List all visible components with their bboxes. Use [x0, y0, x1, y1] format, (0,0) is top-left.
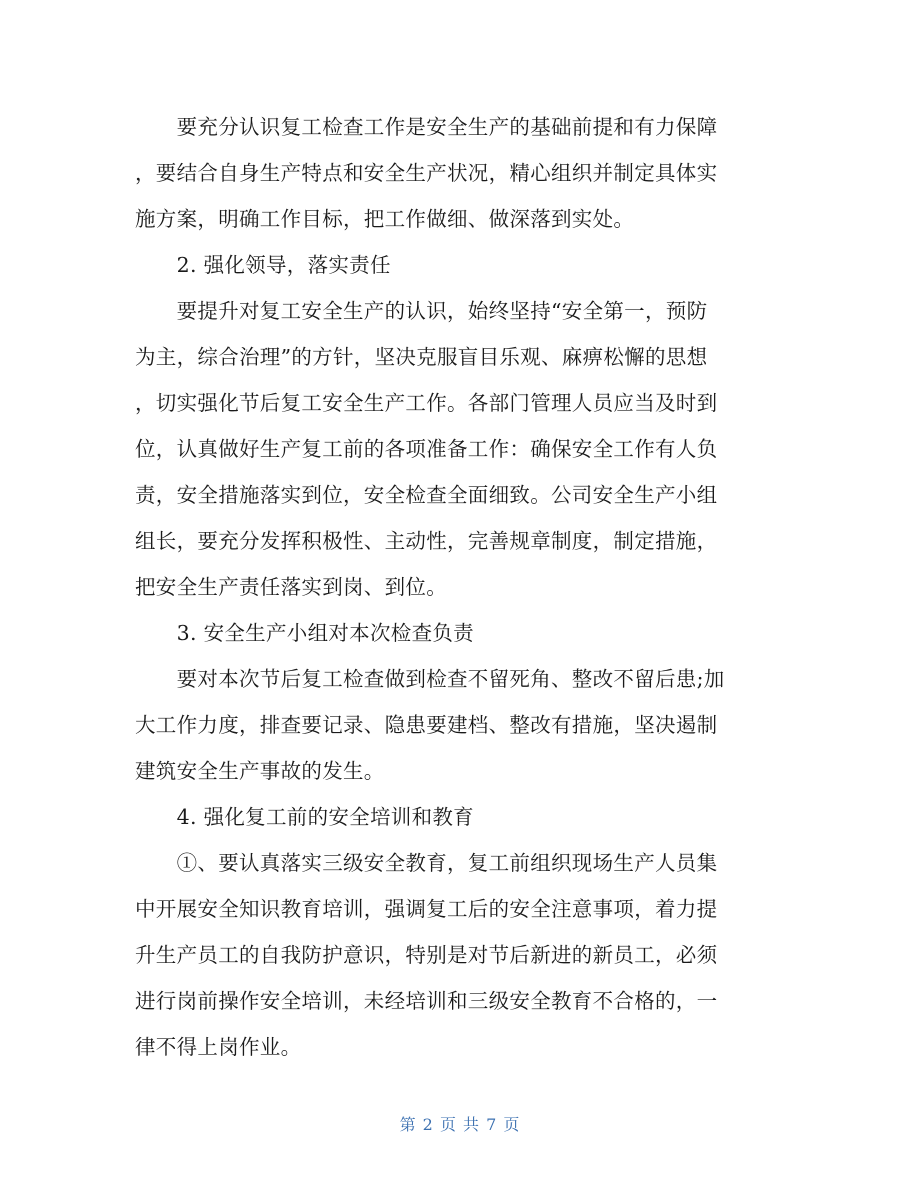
page-number-footer: 第 2 页 共 7 页 [399, 1115, 521, 1134]
section-heading-4: 4. 强化复工前的安全培训和教育 [135, 805, 474, 829]
section-heading-2: 2. 强化领导，落实责任 [135, 253, 391, 277]
text-line: 位，认真做好生产复工前的各项准备工作：确保安全工作有人负 [135, 437, 718, 461]
text-line: ，切实强化节后复工安全生产工作。各部门管理人员应当及时到 [135, 391, 718, 415]
text-line: 责，安全措施落实到位，安全检查全面细致。公司安全生产小组 [135, 483, 718, 507]
text-line: 律不得上岗作业。 [135, 1035, 302, 1059]
body-text [135, 104, 775, 1070]
text-line: 施方案，明确工作目标，把工作做细、做深落到实处。 [135, 207, 635, 231]
text-line: 要提升对复工安全生产的认识，始终坚持“安全第一，预防 [135, 299, 708, 323]
section-heading-3: 3. 安全生产小组对本次检查负责 [135, 621, 474, 645]
text-line: 大工作力度，排查要记录、隐患要建档、整改有措施，坚决遏制 [135, 713, 718, 737]
text-line: 把安全生产责任落实到岗、到位。 [135, 575, 447, 599]
text-line: 建筑安全生产事故的发生。 [135, 759, 385, 783]
text-line: 升生产员工的自我防护意识，特别是对节后新进的新员工，必须 [135, 943, 718, 967]
text-line: 中开展安全知识教育培训，强调复工后的安全注意事项，着力提 [135, 897, 718, 921]
text-line: 组长，要充分发挥积极性、主动性，完善规章制度，制定措施， [135, 529, 718, 553]
text-line: ①、要认真落实三级安全教育，复工前组织现场生产人员集 [135, 851, 718, 875]
text-line: 为主，综合治理”的方针，坚决克服盲目乐观、麻痹松懈的思想 [135, 345, 708, 369]
text-line: 要对本次节后复工检查做到检查不留死角、整改不留后患;加 [135, 667, 725, 691]
text-line: 要充分认识复工检查工作是安全生产的基础前提和有力保障 [135, 115, 718, 139]
text-line: ，要结合自身生产特点和安全生产状况，精心组织并制定具体实 [135, 161, 718, 185]
text-line: 进行岗前操作安全培训，未经培训和三级安全教育不合格的，一 [135, 989, 718, 1013]
